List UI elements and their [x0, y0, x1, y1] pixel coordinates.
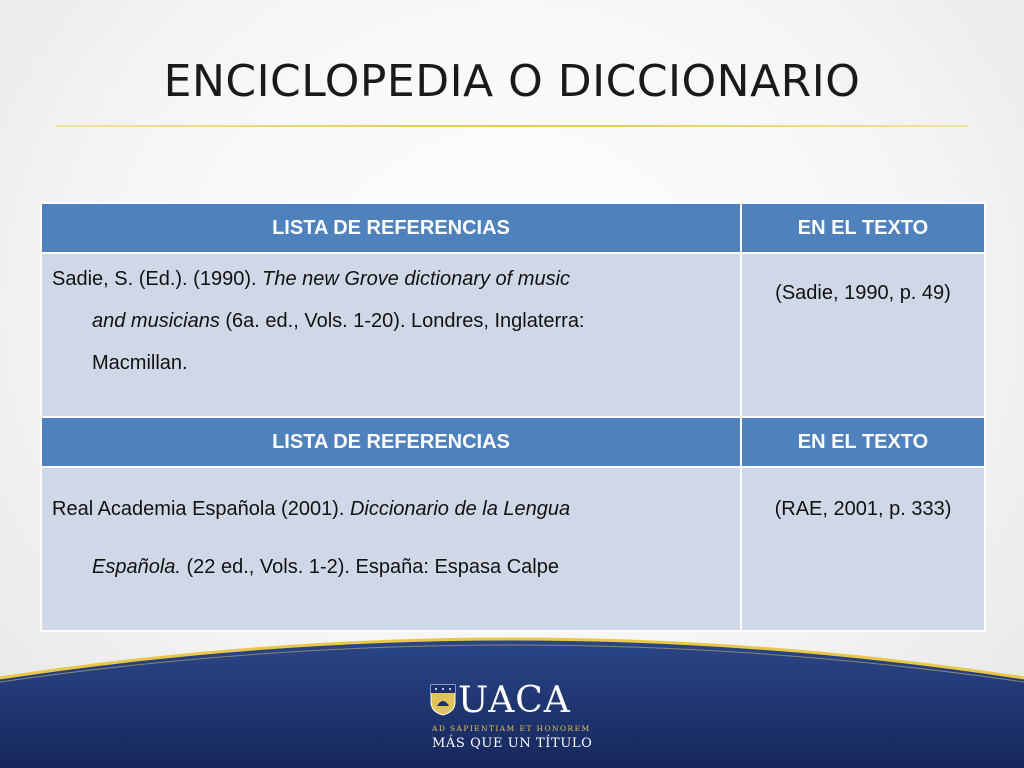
reference-title: Diccionario de la Lengua	[349, 498, 571, 520]
reference-entry	[42, 468, 740, 588]
reference-title: and musicians	[92, 310, 220, 332]
slide-title: ENCICLOPEDIA O DICCIONARIO	[163, 56, 861, 107]
reference-text: Macmillan.	[92, 352, 188, 374]
reference-text: Real Academia Española (2001).	[52, 498, 350, 520]
crest-icon	[430, 684, 456, 716]
reference-line-2	[52, 546, 730, 588]
citation-cell	[741, 253, 985, 417]
reference-entry	[42, 254, 740, 384]
reference-title: The new Grove dictionary of music	[262, 268, 571, 290]
reference-entry-cell	[41, 253, 741, 417]
reference-text: (22 ed., Vols. 1-2). España: Espasa Calpe	[180, 556, 559, 578]
header-reference-list: LISTA DE REFERENCIAS	[41, 203, 741, 253]
in-text-citation: (Sadie, 1990, p. 49)	[775, 282, 951, 304]
reference-entry-cell	[41, 467, 741, 631]
citation-cell	[741, 467, 985, 631]
reference-table-1	[40, 202, 986, 418]
reference-line-1	[52, 488, 730, 530]
in-text-citation: (RAE, 2001, p. 333)	[774, 498, 952, 520]
header-in-text: EN EL TEXTO	[741, 203, 985, 253]
logo-name: UACA	[458, 680, 571, 721]
uaca-logo	[430, 680, 600, 758]
reference-line-2	[52, 300, 730, 342]
title-divider	[56, 125, 968, 127]
header-in-text: EN EL TEXTO	[741, 417, 985, 467]
reference-title: Española.	[92, 556, 181, 578]
header-reference-list: LISTA DE REFERENCIAS	[41, 417, 741, 467]
logo-motto: AD SAPIENTIAM ET HONOREM	[432, 724, 591, 733]
reference-text: Sadie, S. (Ed.). (1990).	[52, 268, 263, 290]
logo-tagline: MÁS QUE UN TÍTULO	[432, 736, 593, 751]
reference-table-2	[40, 416, 986, 632]
reference-text: (6a. ed., Vols. 1-20). Londres, Inglaterra:	[219, 310, 585, 332]
